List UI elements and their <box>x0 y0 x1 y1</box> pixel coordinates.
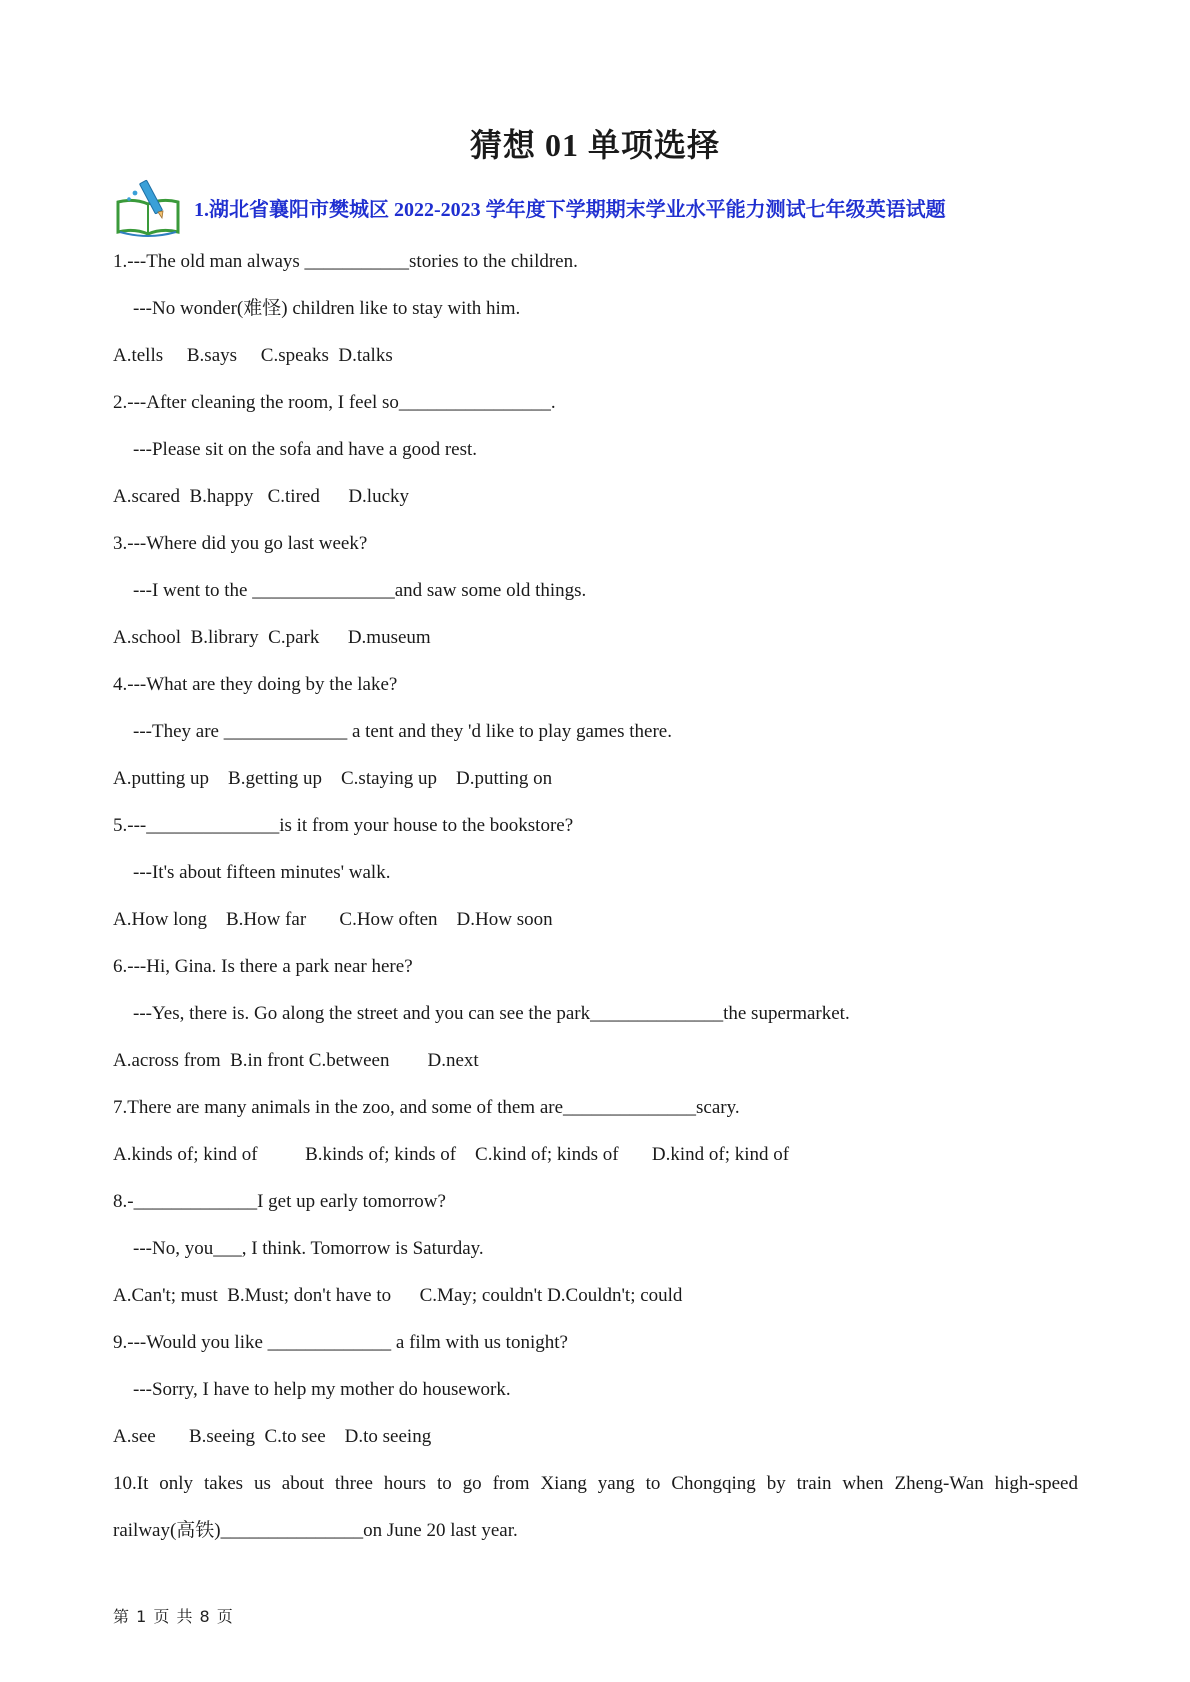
source-heading <box>114 178 1074 238</box>
question-line: 6.---Hi, Gina. Is there a park near here? <box>113 956 413 977</box>
question-line: ---Sorry, I have to help my mother do housework. <box>133 1379 511 1400</box>
question-line: ---Please sit on the sofa and have a good rest. <box>133 439 478 460</box>
question-line: 10.It only takes us about three hours to go from Xiang yang to Chongqing by train when Zheng-Wan high-speed <box>113 1473 1078 1494</box>
question-line: A.see B.seeing C.to see D.to seeing <box>113 1426 432 1447</box>
question-line: 4.---What are they doing by the lake? <box>113 674 398 695</box>
question-line: 8.-_____________I get up early tomorrow? <box>113 1191 446 1212</box>
question-line: 2.---After cleaning the room, I feel so________________. <box>113 392 556 413</box>
page-footer: 第 1 页 共 8 页 <box>113 1607 234 1626</box>
question-line: ---No wonder(难怪) children like to stay with him. <box>133 298 521 319</box>
question-line: A.school B.library C.park D.museum <box>113 627 431 648</box>
question-line: A.scared B.happy C.tired D.lucky <box>113 486 410 507</box>
question-line: ---It's about fifteen minutes' walk. <box>133 862 391 883</box>
question-line: 3.---Where did you go last week? <box>113 533 368 554</box>
question-line: 9.---Would you like _____________ a film with us tonight? <box>113 1332 568 1353</box>
question-line: A.Can't; must B.Must; don't have to C.May; couldn't D.Couldn't; could <box>113 1285 683 1306</box>
question-line: ---I went to the _______________and saw some old things. <box>133 580 587 601</box>
question-line: 5.---______________is it from your house to the bookstore? <box>113 815 574 836</box>
page-title: 猜想 01 单项选择 <box>469 127 720 163</box>
question-line: A.tells B.says C.speaks D.talks <box>113 345 393 366</box>
source-title: 1.湖北省襄阳市樊城区 2022-2023 学年度下学期期末学业水平能力测试七年级英语试题 <box>194 199 946 221</box>
question-line: ---No, you___, I think. Tomorrow is Saturday. <box>133 1238 484 1259</box>
question-line: A.How long B.How far C.How often D.How soon <box>113 909 553 930</box>
question-line: 1.---The old man always ___________stories to the children. <box>113 251 578 272</box>
question-list <box>113 246 1078 1562</box>
question-line: railway(高铁)_______________on June 20 last year. <box>113 1520 518 1541</box>
question-line: A.across from B.in front C.between D.next <box>113 1050 479 1071</box>
question-line: ---They are _____________ a tent and they 'd like to play games there. <box>133 721 672 742</box>
book-pencil-icon <box>114 178 182 238</box>
question-line: A.putting up B.getting up C.staying up D.putting on <box>113 768 553 789</box>
question-line: ---Yes, there is. Go along the street and you can see the park______________the supermarket. <box>133 1003 850 1024</box>
question-line: 7.There are many animals in the zoo, and some of them are______________scary. <box>113 1097 740 1118</box>
question-line: A.kinds of; kind of B.kinds of; kinds of C.kind of; kinds of D.kind of; kind of <box>113 1144 790 1165</box>
